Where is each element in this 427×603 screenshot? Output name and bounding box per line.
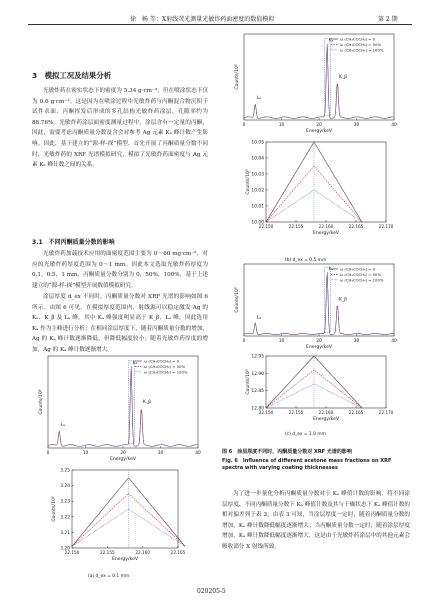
peak-label: Kₐ [328,267,334,273]
inset-y-tick-label: 10.01 [251,204,264,210]
legend-entry: ω (CH₃COCH₃) = 50% [340,271,382,277]
inset-x-tick-label: 22.170 [378,410,394,415]
inset-y-tick-label: 12.95 [251,354,264,360]
x-tick-label: 30 [157,451,164,456]
legend-entry: ω (CH₃COCH₃) = 100% [144,369,188,375]
peak-label: Lₐ [256,96,262,102]
paragraph-3: 涂层厚度 d_ex 不同时，丙酮质量分数对 XRF 光谱的影响如图 6 所示。由图 6 可见，在模拟厚度范围内，射线源可以稳定激发 Ag 的 Kₐ、K_β 及 Lₐ 峰。其中 Kₐ 峰强度明显高于 K_β、Lₐ 峰，因此选用 Kₐ 作为主峰进行分析；在相同涂层厚度下，随着丙酮质量分数的增加，Ag 的 Kₐ 峰计数逐渐降低，但降低幅度较小；随着光敏炸药厚度的增加，Ag 的 Kₐ 峰计数逐渐增大。 [32,294,208,353]
x-tick-label: 20 [316,123,322,128]
inset-y-tick-label: 10.04 [251,156,264,162]
spectrum-series-1 [244,271,393,335]
section-heading [32,70,111,81]
inset-y-tick-label: 12.85 [251,389,264,395]
inset-y-tick-label: 10.02 [251,188,264,194]
spectrum-series-2 [244,275,393,335]
panel-label-a: (a) d_ex = 0.1 mm [88,574,130,579]
inset-x-tick-label: 22.150 [258,224,274,229]
header-authors: 徐 畅 等： [130,16,162,23]
panel-label-b: (b) d_ex = 0.5 mm [285,258,327,263]
x-tick-label: 30 [353,339,360,344]
chart-panel-b [222,30,412,256]
spectrum-series-2 [48,370,197,447]
inset-y-tick-label: 3.20 [60,546,70,552]
inset-y-tick-label: 3.23 [60,499,70,505]
x-tick-label: 10 [278,123,285,128]
inset-frame [266,142,386,222]
legend-entry: ω (CH₃COCH₃) = 100% [340,47,384,53]
chart-panel-a [30,352,210,574]
inset-y-tick-label: 12.90 [251,371,264,377]
chart-panel-c [222,260,412,432]
peak-label: K_β [338,74,348,80]
inset-x-tick-label: 22.170 [378,224,394,229]
figure-caption-cn: 图 6 涂层厚度不同时，丙酮质量分数对 XRF 光谱的影响 [222,449,352,455]
inset-x-axis-label: Energy/keV [312,417,340,422]
inset-x-axis-label: Energy/keV [111,557,139,562]
x-axis-label: Energy/keV [305,129,333,134]
y-axis-label: Counts/10⁸ [39,389,44,415]
peak-label: Lₐ [60,422,66,428]
section-number: 3 [32,71,38,80]
inset-x-tick-label: 22.160 [318,224,334,229]
inset-x-tick-label: 22.155 [288,224,304,229]
figure-caption-en: Fig. 6 Influence of different acetone mass fractions on XRF spectra with varying coating thicknesses [222,458,392,471]
header-issue: 第 2 期 [378,16,398,23]
peak-label: K_β [338,297,348,303]
paragraph-1: 光敏炸药在密实状态下的密度为 5.34 g·cm⁻³，但在喷涂状态下仅为 0.6 g·cm⁻³。这是因为在喷涂过程中光敏炸药与丙酮混合物沉积于试件表面，丙酮挥发后形成的多孔结构光敏炸药涂层，孔隙率约为 88.76%。光敏炸药涂层面密度测量过程中，涂层含有一定量的丙酮，因此，需要考虑丙酮质量分数及含会对参考 Ag 元素 Kₐ 峰计数产生影响。因此，基于建立的“源-样-探”模型，首先开展了丙酮质量分数不同时，光敏炸药的 XRF 光谱模拟研究，模拟了光敏炸药面密度与 Ag 元素 Kₐ 峰计数之间的关系。 [32,88,208,169]
inset-y-axis-label: Counts/10⁸ [246,369,251,395]
legend-entry: ω (CH₃COCH₃) = 50% [340,41,382,47]
peak-label: K_β [142,399,152,405]
x-tick-label: 20 [120,451,126,456]
inset-x-tick-label: 22.165 [348,224,364,229]
x-tick-label: 20 [316,339,322,344]
inset-x-tick-label: 22.160 [318,410,334,415]
inset-x-tick-label: 22.150 [258,410,274,415]
inset-y-tick-label: 3.24 [60,484,70,490]
inset-y-tick-label: 3.22 [60,515,70,521]
legend-entry: ω (CH₃COCH₃) = 100% [340,277,384,283]
y-axis-label: Counts/10⁸ [235,64,240,90]
inset-y-tick-label: 10.00 [251,220,264,226]
inset-y-tick-label: 3.21 [60,530,70,536]
header-rule [28,24,412,25]
inset-y-tick-label: 12.80 [251,406,264,412]
x-tick-label: 0 [242,123,246,128]
peak-label: Kₐ [132,361,138,367]
legend-entry: ω (CH₃COCH₃) = 0 [340,36,376,42]
spectrum-series-0 [48,367,197,447]
x-tick-label: 10 [278,339,285,344]
paragraph-4: 为了进一步量化分析丙酮质量分数对于 Kₐ 峰值计数的影响，将不同涂层厚度、不同丙酮质量分数下 Kₐ 峰值计数及其与干燥状态下 Kₐ 峰值计数的相对偏差列于表 3。由表 3 可知，当涂层厚度一定时，随着丙酮质量分数的增加，Kₐ 峰计数降低幅度逐渐增大；当丙酮质量分数一定时，随着涂层厚度增加，Kₐ 峰计数降低幅度逐渐增大，这是由于光敏炸药涂层中的其他元素会吸收部分 X 射线所致。 [222,491,410,550]
inset-frame [266,356,386,408]
inset-x-tick-label: 22.165 [170,550,186,555]
x-tick-label: 0 [242,339,246,344]
inset-x-tick-label: 22.155 [100,550,115,555]
x-tick-label: 10 [82,451,89,456]
inset-y-tick-label: 10.03 [251,172,264,178]
inset-x-axis-label: Energy/keV [312,231,340,236]
inset-y-tick-label: 10.05 [251,140,264,146]
spectrum-series-1 [48,368,197,446]
legend-entry: ω (CH₃COCH₃) = 0 [340,266,376,272]
inset-x-tick-label: 22.165 [348,410,364,415]
x-tick-label: 40 [391,339,397,344]
peak-label: Lₐ [256,315,262,321]
spectrum-series-1 [244,45,393,118]
inset-x-tick-label: 22.150 [64,550,80,555]
inset-x-tick-label: 22.160 [135,550,150,555]
subsection-heading: 3.1 不同丙酮质量分数的影响 [32,239,115,246]
x-tick-label: 40 [391,123,397,128]
legend-entry: ω (CH₃COCH₃) = 50% [144,363,186,369]
x-axis-label: Energy/keV [109,457,137,462]
header-title: X射线荧光测量光敏炸药面密度的数值模拟 [161,16,275,23]
running-header [130,14,412,23]
spectrum-series-2 [244,47,393,119]
x-tick-label: 40 [195,451,201,456]
inset-y-tick-label: 3.25 [60,468,70,474]
paragraph-2: 光敏炸药加载技术应用的面密度范围主要为 0～60 mg·cm⁻²，对应的光敏炸药厚度范围为 0～1 mm。因此本文选取光敏炸药厚度为 0.1，0.5，1 mm，丙酮质量分数分别为 0，50%，100%，基于上述建立的“源-样-探”模型开展数值模拟研究。 [32,251,208,289]
x-axis-label: Energy/keV [305,345,333,350]
peak-label: Kₐ [328,38,334,44]
page-footer: 020205-5 [197,588,226,595]
panel-label-c: (c) d_ex = 1.0 mm [285,432,326,437]
inset-y-axis-label: Counts/10⁸ [52,496,57,522]
y-axis-label: Counts/10⁸ [235,287,240,313]
section-title: 模拟工况及结果分析 [44,71,112,80]
x-tick-label: 30 [353,123,360,128]
inset-x-tick-label: 22.155 [288,410,304,415]
x-tick-label: 0 [46,451,50,456]
legend-entry: ω (CH₃COCH₃) = 0 [144,358,180,364]
inset-y-axis-label: Counts/10⁸ [246,169,251,195]
